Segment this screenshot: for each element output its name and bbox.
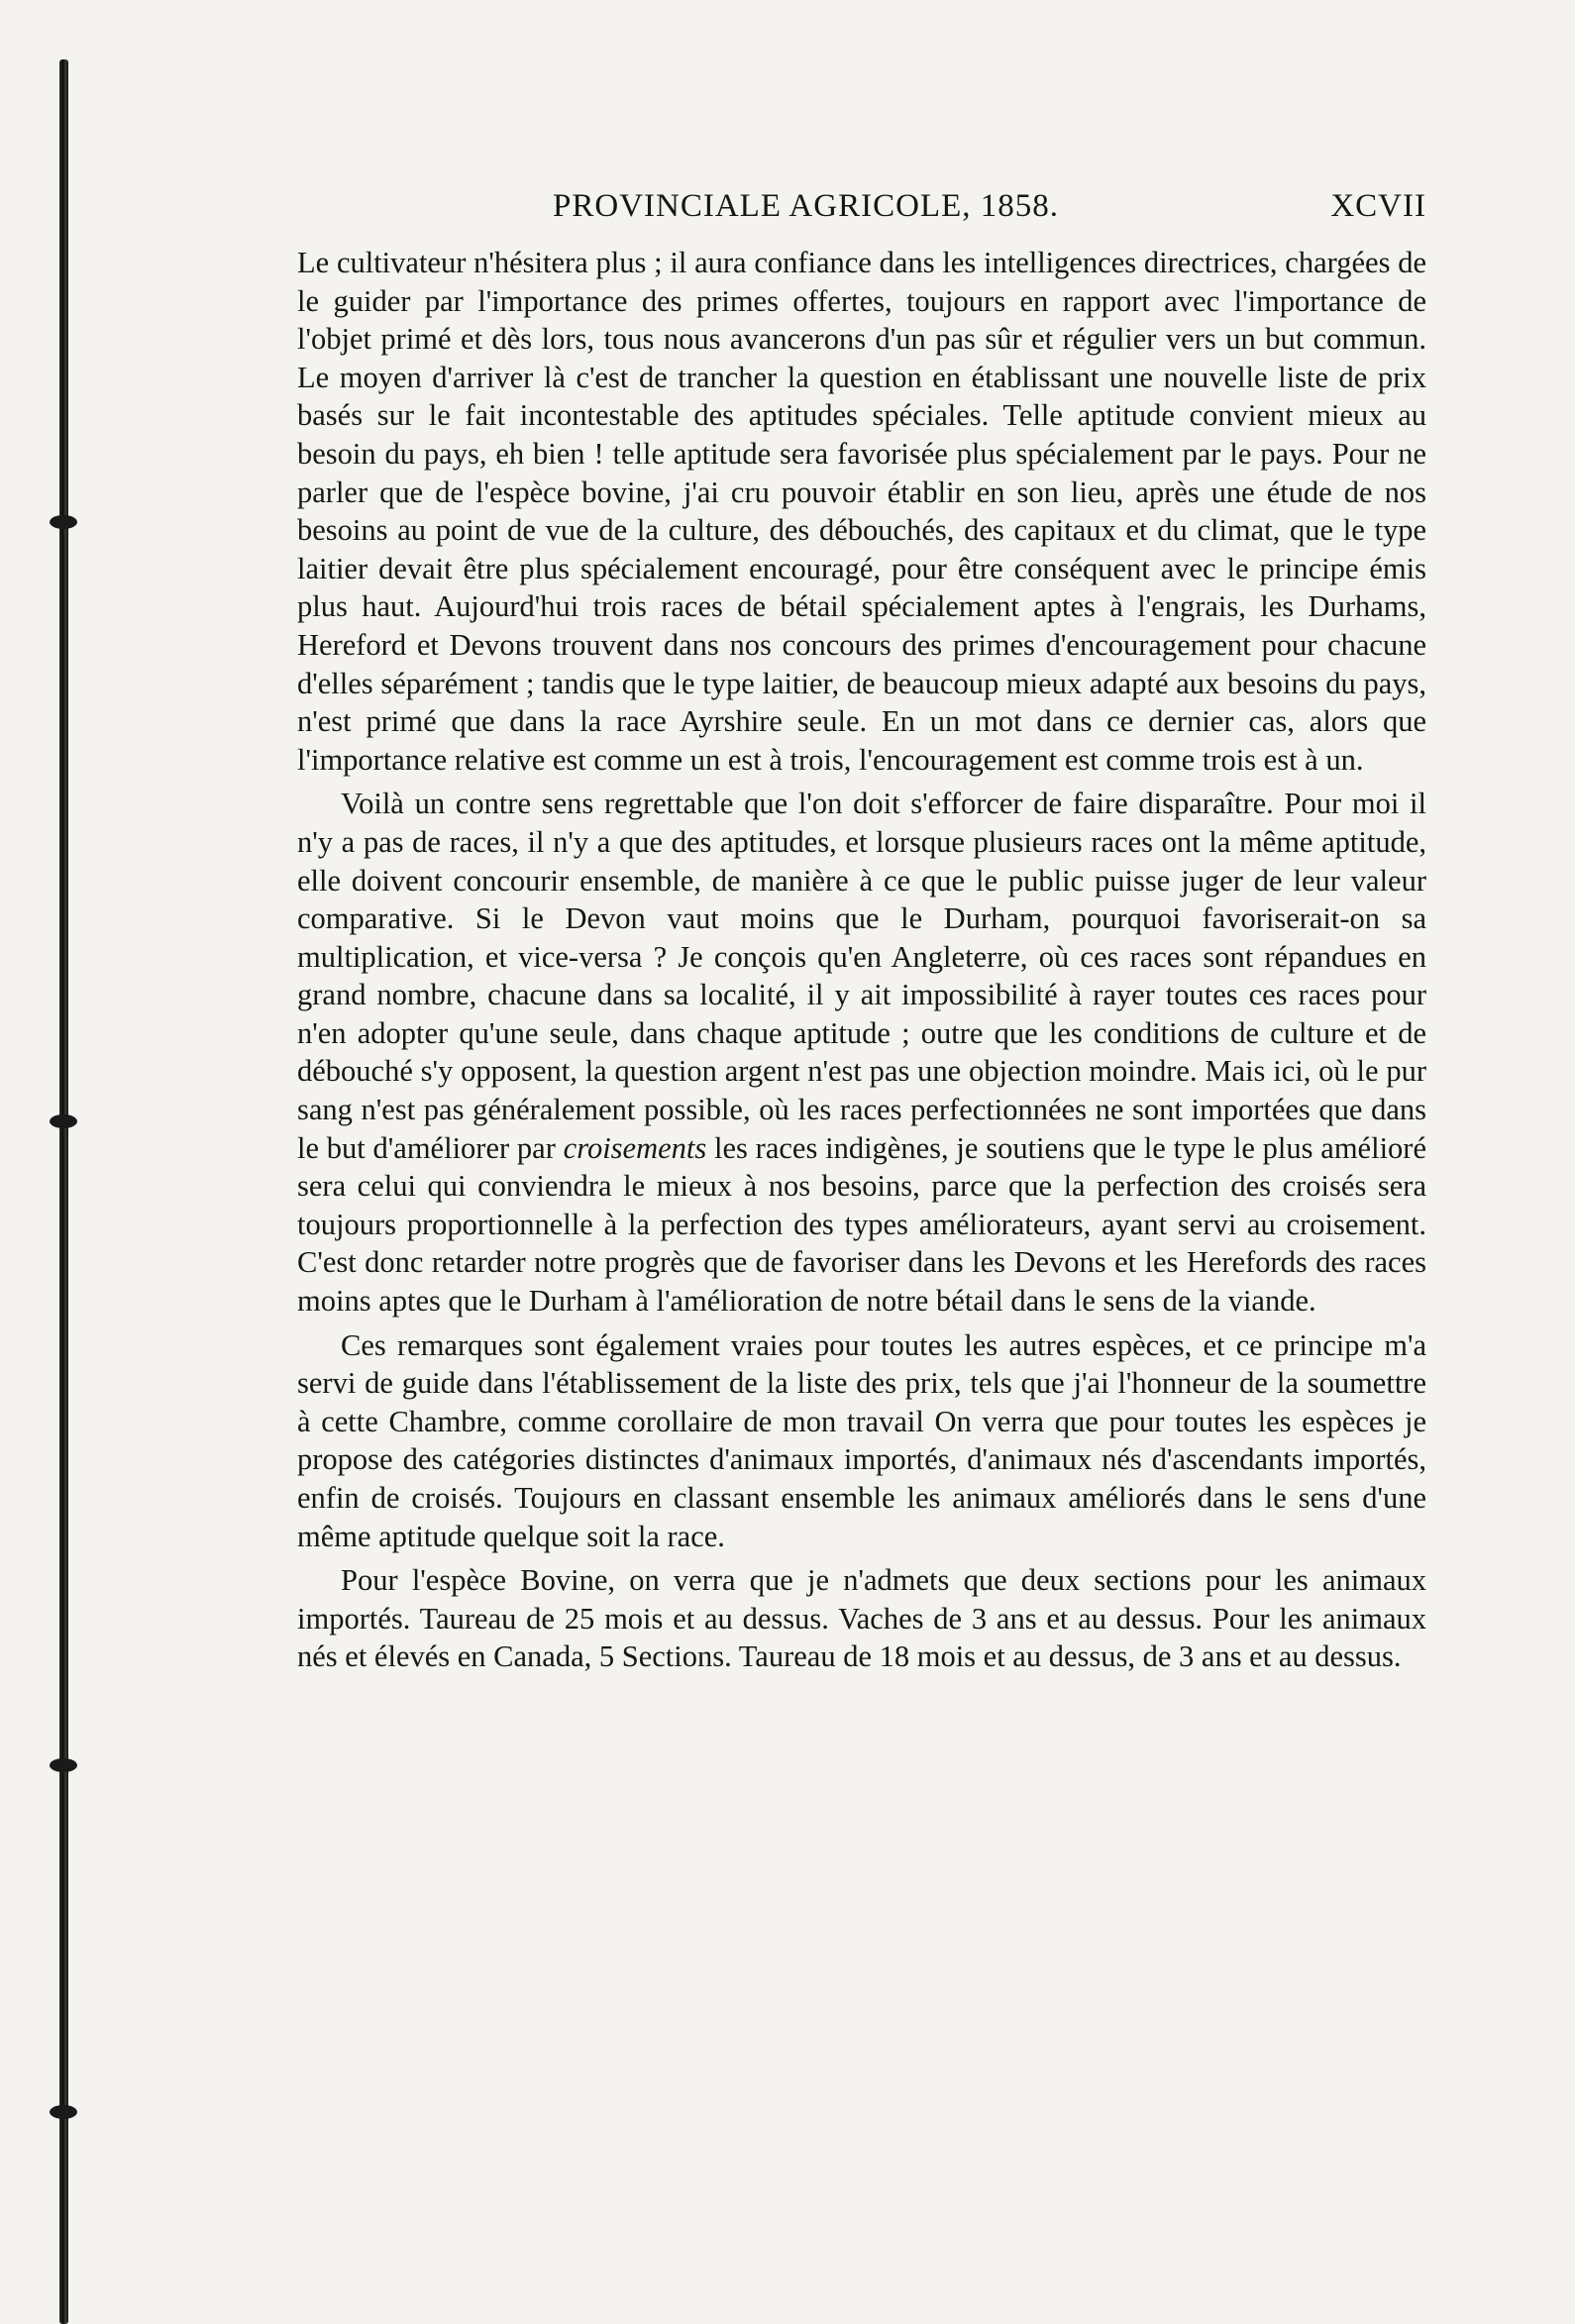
- binding-knot: [50, 2105, 77, 2119]
- binding-knot: [50, 515, 77, 529]
- page-body: [297, 188, 1426, 1682]
- paragraph-2-text-b: les races indigènes, je soutiens que le type le plus amélioré sera celui qui conviendra le mieux à nos besoins, parce que la perfection des croisés sera toujours proportionnelle à la perfection des types améliorateurs, ayant servi au croisement. C'est donc retarder notre progrès que de favoriser dans les Devons et les Herefords des races moins aptes que le Durham à l'amélioration de notre bétail dans le sens de la viande.: [297, 1130, 1426, 1319]
- paragraph-3: Ces remarques sont également vraies pour toutes les autres espèces, et ce principe m'a servi de guide dans l'établissement de la liste des prix, tels que j'ai l'honneur de la soumettre à cette Chambre, comme corollaire de mon travail On verra que pour toutes les espèces je propose des catégories distinctes d'animaux importés, d'animaux nés d'ascendants importés, enfin de croisés. Toujours en classant ensemble les animaux améliorés dans le sens d'une même aptitude quelque soit la race.: [297, 1327, 1426, 1553]
- italic-term: croisements: [563, 1130, 707, 1165]
- binding-rule: [59, 59, 68, 2324]
- paragraph-2: [297, 785, 1426, 1320]
- running-title: PROVINCIALE AGRICOLE, 1858.: [553, 188, 1059, 224]
- binding-knot: [50, 1758, 77, 1772]
- page-number: XCVII: [1330, 188, 1426, 224]
- binding-knot: [50, 1114, 77, 1128]
- paragraph-2-text-a: Voilà un contre sens regrettable que l'on doit s'efforcer de faire disparaître. Pour moi il n'y a pas de races, il n'y a que des aptitudes, et lorsque plusieurs races ont la même aptitude, elle doivent concourir ensemble, de manière à ce que le public puisse juger de leur valeur comparative. Si le Devon vaut moins que le Durham, pourquoi favoriserait-on sa multiplication, et vice-versa ? Je conçois qu'en Angleterre, où ces races sont répandues en grand nombre, chacune dans sa localité, il y ait impossibilité à rayer toutes ces races pour n'en adopter qu'une seule, dans chaque aptitude ; outre que les conditions de culture et de débouché s'y opposent, la question argent n'est pas une objection moindre. Mais ici, où le pur sang n'est pas généralement possible, où les races perfectionnées ne sont importées que dans le but d'améliorer par: [297, 787, 1426, 1165]
- running-head: [297, 188, 1426, 234]
- paragraph-1: Le cultivateur n'hésitera plus ; il aura confiance dans les intelligences directrices, chargées de le guider par l'importance des primes offertes, toujours en rapport avec l'importance de l'objet primé et dès lors, tous nous avancerons d'un pas sûr et régulier vers un but commun. Le moyen d'arriver là c'est de trancher la question en établissant une nouvelle liste de prix basés sur le fait incontestable des aptitudes spéciales. Telle aptitude convient mieux au besoin du pays, eh bien ! telle aptitude sera favorisée plus spécialement par le pays. Pour ne parler que de l'espèce bovine, j'ai cru pouvoir établir en son lieu, après une étude de nos besoins au point de vue de la culture, des débouchés, des capitaux et du climat, que le type laitier devait être plus spécialement encouragé, pour être conséquent avec le principe émis plus haut. Aujourd'hui trois races de bétail spécialement aptes à l'engrais, les Durhams, Hereford et Devons trouvent dans nos concours des primes d'encouragement pour chacune d'elles séparément ; tandis que le type laitier, de beaucoup mieux adapté aux besoins du pays, n'est primé que dans la race Ayrshire seule. En un mot dans ce dernier cas, alors que l'importance relative est comme un est à trois, l'encouragement est comme trois est à un.: [297, 246, 1426, 777]
- paragraph-4: Pour l'espèce Bovine, on verra que je n'admets que deux sections pour les animaux importés. Taureau de 25 mois et au dessus. Vaches de 3 ans et au dessus. Pour les animaux nés et élevés en Canada, 5 Sections. Taureau de 18 mois et au dessus, de 3 ans et au dessus.: [297, 1563, 1426, 1674]
